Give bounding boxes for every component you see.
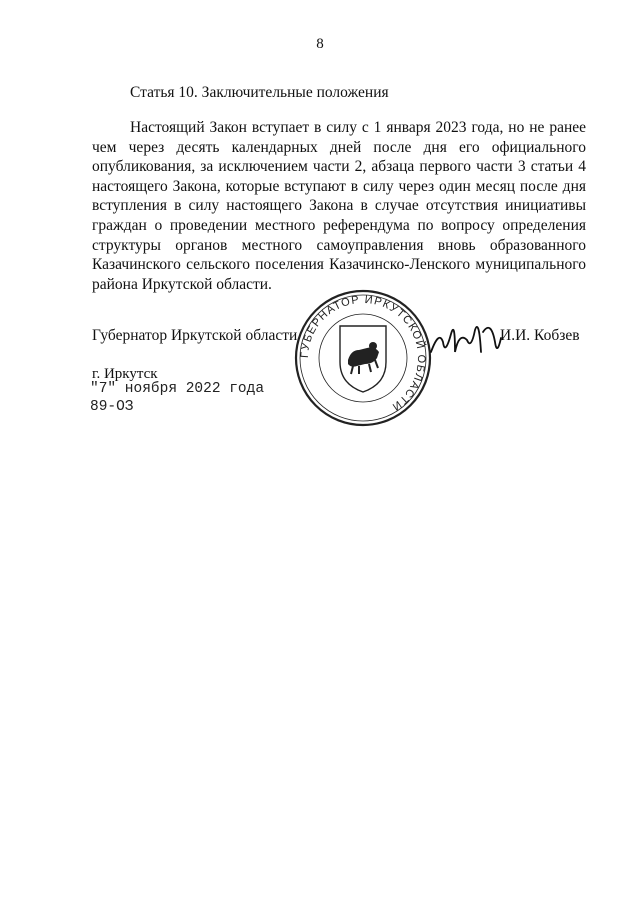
signatory-name: И.И. Кобзев	[500, 327, 580, 344]
signatory-position: Губернатор Иркутской области	[92, 327, 298, 344]
page-number: 8	[316, 36, 324, 52]
law-date: "7" ноября 2022 года	[90, 381, 265, 397]
law-number: 89-ОЗ	[90, 399, 134, 415]
official-seal	[293, 288, 433, 428]
article-body-text: Настоящий Закон вступает в силу с 1 января 2023 года, но не ранее чем через десять календарных дней после дня его официального опубликования, за исключением части 2, абзаца первого части 3 статьи 4 настоящего Закона, которые вступают в силу через один месяц после дня вступления в силу настоящего Закона в случае отсутствия инициативы граждан о проведении местного референдума по вопросу определения структуры органов местного самоуправления вновь образованного Казачинского сельского поселения Казачинско-Ленского муниципального района Иркутской области.	[92, 119, 586, 293]
article-heading: Статья 10. Заключительные положения	[130, 84, 389, 101]
city: г. Иркутск	[92, 366, 158, 382]
seal-text: ГУБЕРНАТОР ИРКУТСКОЙ ОБЛАСТИ	[298, 293, 428, 414]
handwritten-signature	[425, 312, 505, 372]
